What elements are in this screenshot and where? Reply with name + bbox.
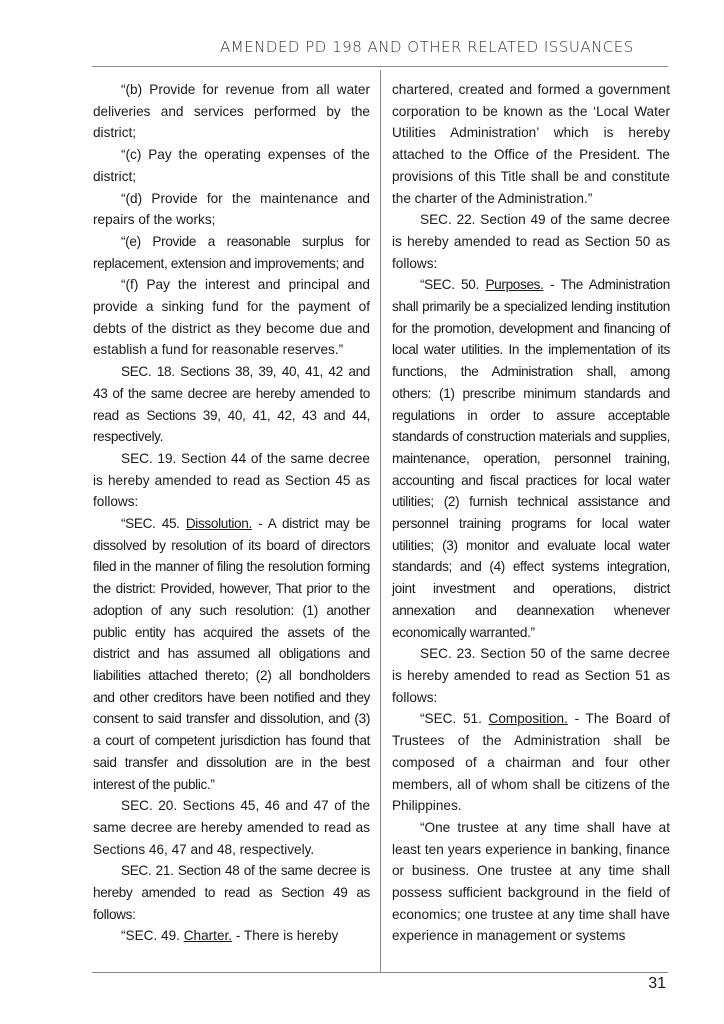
- section-body: - The Administration shall primarily be a specialized lending institution for the promotion, development and financing of local water utilities. In the implementation of its functions, the Administration shall, among others: (1) prescribe minimum standards and regulations in order to assure acceptable standards of construction materials and supplies, maintenance, operation, personnel training, accounting and fiscal practices for local water utilities; (2) furnish technical assistance and personnel training programs for local water utilities; (3) monitor and evaluate local water standards; and (4) effect systems integration, joint investment and operations, district annexation and deannexation whenever economically warranted.”: [392, 277, 670, 640]
- section-45-dissolution: [93, 513, 370, 795]
- page-number: 31: [648, 975, 666, 992]
- section-heading-dissolution: Dissolution.: [185, 516, 252, 532]
- right-column: [392, 79, 670, 947]
- paragraph: SEC. 22. Section 49 of the same decree is hereby amended to read as Section 50 as follows:: [392, 212, 670, 271]
- left-column: [93, 79, 370, 947]
- section-lead: “SEC. 50.: [420, 277, 486, 293]
- section-50-purposes: [392, 274, 670, 643]
- section-51-composition: [392, 708, 670, 817]
- paragraph: SEC. 18. Sections 38, 39, 40, 41, 42 and 43 of the same decree are hereby amended to read as Sections 39, 40, 41, 42, 43 and 44, respectively.: [93, 364, 370, 445]
- paragraph: SEC. 21. Section 48 of the same decree is hereby amended to read as Section 49 as follows:: [93, 863, 370, 922]
- running-header: AMENDED PD 198 AND OTHER RELATED ISSUANCES: [220, 38, 634, 56]
- section-lead: “SEC. 49.: [121, 928, 184, 944]
- paragraph: SEC. 20. Sections 45, 46 and 47 of the same decree are hereby amended to read as Sections 46, 47 and 48, respectively.: [93, 798, 370, 857]
- section-body: - A district may be dissolved by resolution of its board of directors filed in the manner of filing the resolution forming the district: Provided, however, That prior to the adoption of any such resolution: (1) another public entity has acquired the assets of the district and has assumed all obligations and liabilities attached thereto; (2) all bondholders and other creditors have been notified and they consent to said transfer and dissolution, and (3) a court of competent jurisdiction has found that said transfer and dissolution are in the best interest of the public.”: [93, 516, 370, 792]
- paragraph: “(e) Provide a reasonable surplus for replacement, extension and improvements; and: [93, 233, 370, 271]
- paragraph: “(d) Provide for the maintenance and repairs of the works;: [93, 190, 370, 228]
- header-rule: [92, 66, 668, 67]
- section-body: - There is hereby: [232, 928, 339, 944]
- paragraph: SEC. 23. Section 50 of the same decree is hereby amended to read as Section 51 as follows:: [392, 646, 670, 705]
- section-lead: “SEC. 51.: [420, 711, 489, 727]
- paragraph: “One trustee at any time shall have at least ten years experience in banking, finance or business. One trustee at any time shall possess sufficient background in the field of economics; one trustee at any time shall have experience in management or systems: [392, 819, 670, 944]
- section-body: - The Board of Trustees of the Administration shall be composed of a chairman and four other members, all of whom shall be citizens of the Philippines.: [392, 711, 670, 814]
- paragraph: “(c) Pay the operating expenses of the district;: [93, 147, 370, 184]
- column-divider: [380, 70, 381, 972]
- footer-rule: [92, 972, 668, 973]
- section-49-charter: [93, 925, 370, 947]
- section-heading-purposes: Purposes.: [485, 277, 544, 293]
- section-heading-composition: Composition.: [488, 711, 568, 727]
- paragraph: SEC. 19. Section 44 of the same decree is hereby amended to read as Section 45 as follows:: [93, 450, 370, 510]
- paragraph: chartered, created and formed a government corporation to be known as the ‘Local Water Utilities Administration’ which is hereby attached to the Office of the President. The provisions of this Title shall be and constitute the charter of the Administration.”: [392, 82, 670, 206]
- section-heading-charter: Charter.: [183, 928, 233, 944]
- paragraph: “(b) Provide for revenue from all water deliveries and services performed by the district;: [93, 82, 370, 141]
- paragraph: “(f) Pay the interest and principal and provide a sinking fund for the payment of debts of the district as they become due and establish a fund for reasonable reserves.”: [93, 277, 370, 358]
- section-lead: “SEC. 45.: [121, 516, 186, 532]
